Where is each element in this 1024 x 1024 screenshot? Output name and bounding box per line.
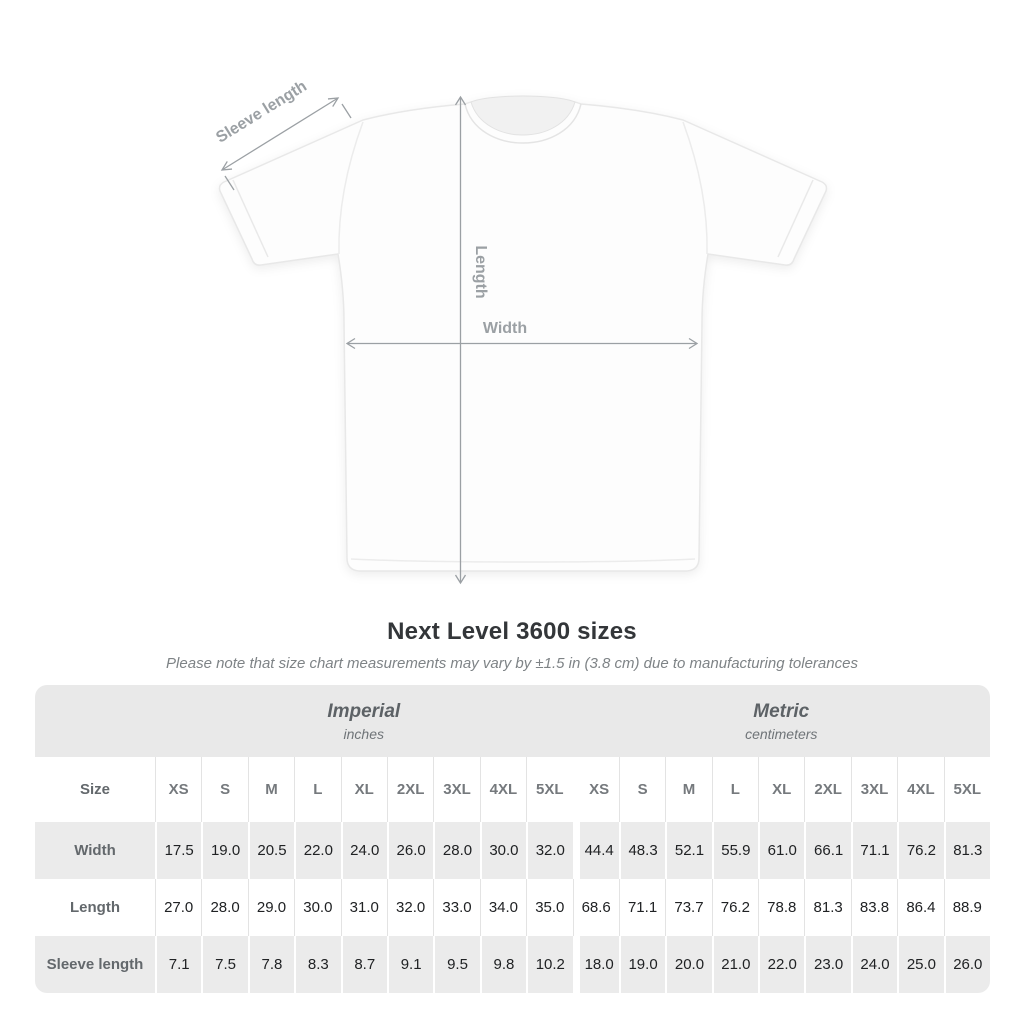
size-header-label: Size <box>79 781 110 798</box>
value-imperial-2xl: 26.0 <box>387 822 433 879</box>
imperial-unit-label: inches <box>343 725 384 742</box>
value-metric-4xl: 86.4 <box>897 879 943 936</box>
value-imperial-m: 7.8 <box>248 936 294 993</box>
value-imperial-3xl: 9.5 <box>433 936 479 993</box>
value-imperial-xs: 7.1 <box>155 936 201 993</box>
table-row-length <box>35 879 990 936</box>
size-col-metric-2xl: 2XL <box>804 757 850 822</box>
size-col-metric-xs: XS <box>573 757 619 822</box>
value-metric-s: 48.3 <box>619 822 665 879</box>
value-metric-2xl: 81.3 <box>804 879 850 936</box>
value-imperial-4xl: 9.8 <box>480 936 526 993</box>
value-metric-m: 20.0 <box>665 936 711 993</box>
size-header-row <box>35 757 990 822</box>
value-imperial-xs: 27.0 <box>155 879 201 936</box>
size-col-imperial-4xl: 4XL <box>480 757 526 822</box>
value-metric-3xl: 83.8 <box>851 879 897 936</box>
size-col-metric-3xl: 3XL <box>851 757 897 822</box>
band-spacer <box>35 685 155 757</box>
size-col-imperial-3xl: 3XL <box>433 757 479 822</box>
table-body <box>35 822 990 993</box>
length-label: Length <box>472 245 489 299</box>
value-metric-l: 76.2 <box>712 879 758 936</box>
value-imperial-3xl: 33.0 <box>433 879 479 936</box>
size-col-imperial-m: M <box>248 757 294 822</box>
value-imperial-5xl: 32.0 <box>526 822 572 879</box>
value-imperial-5xl: 10.2 <box>526 936 572 993</box>
unit-header-band <box>35 685 990 757</box>
value-imperial-4xl: 30.0 <box>480 822 526 879</box>
value-metric-m: 52.1 <box>665 822 711 879</box>
value-imperial-xl: 24.0 <box>341 822 387 879</box>
size-col-metric-5xl: 5XL <box>944 757 990 822</box>
value-imperial-m: 20.5 <box>248 822 294 879</box>
size-col-metric-s: S <box>619 757 665 822</box>
tolerance-note: Please note that size chart measurements may vary by ±1.5 in (3.8 cm) due to manufacturing tolerances <box>166 655 858 672</box>
size-col-metric-4xl: 4XL <box>897 757 943 822</box>
page-title: Next Level 3600 sizes <box>387 618 637 645</box>
row-label: Length <box>70 899 120 916</box>
value-imperial-s: 7.5 <box>201 936 247 993</box>
row-label: Sleeve length <box>46 956 144 973</box>
value-imperial-s: 28.0 <box>201 879 247 936</box>
table-row-sleeve-length <box>35 936 990 993</box>
size-col-imperial-5xl: 5XL <box>526 757 572 822</box>
value-metric-xl: 78.8 <box>758 879 804 936</box>
value-imperial-l: 22.0 <box>294 822 340 879</box>
value-imperial-s: 19.0 <box>201 822 247 879</box>
value-imperial-4xl: 34.0 <box>480 879 526 936</box>
value-metric-m: 73.7 <box>665 879 711 936</box>
size-col-imperial-l: L <box>294 757 340 822</box>
value-metric-4xl: 25.0 <box>897 936 943 993</box>
value-metric-s: 19.0 <box>619 936 665 993</box>
imperial-section-header <box>155 685 573 757</box>
size-col-imperial-2xl: 2XL <box>387 757 433 822</box>
value-metric-l: 55.9 <box>712 822 758 879</box>
metric-label: Metric <box>753 700 810 722</box>
row-label: Width <box>74 842 116 859</box>
value-metric-2xl: 23.0 <box>804 936 850 993</box>
size-col-metric-m: M <box>665 757 711 822</box>
value-metric-4xl: 76.2 <box>897 822 943 879</box>
value-metric-xs: 18.0 <box>573 936 619 993</box>
size-table <box>35 685 990 993</box>
size-col-imperial-s: S <box>201 757 247 822</box>
value-imperial-xs: 17.5 <box>155 822 201 879</box>
value-imperial-2xl: 9.1 <box>387 936 433 993</box>
table-row-width <box>35 822 990 879</box>
value-imperial-m: 29.0 <box>248 879 294 936</box>
value-metric-xs: 68.6 <box>573 879 619 936</box>
value-metric-xl: 22.0 <box>758 936 804 993</box>
value-imperial-l: 8.3 <box>294 936 340 993</box>
value-metric-5xl: 81.3 <box>944 822 990 879</box>
value-metric-xs: 44.4 <box>573 822 619 879</box>
value-metric-s: 71.1 <box>619 879 665 936</box>
metric-section-header <box>573 685 991 757</box>
value-metric-5xl: 88.9 <box>944 879 990 936</box>
sleeve-length-label: Sleeve length <box>213 77 310 147</box>
metric-unit-label: centimeters <box>745 725 818 742</box>
size-col-metric-l: L <box>712 757 758 822</box>
value-metric-2xl: 66.1 <box>804 822 850 879</box>
title-block <box>0 618 1024 672</box>
value-imperial-3xl: 28.0 <box>433 822 479 879</box>
size-col-metric-xl: XL <box>758 757 804 822</box>
width-label: Width <box>482 320 528 337</box>
value-imperial-l: 30.0 <box>294 879 340 936</box>
value-imperial-2xl: 32.0 <box>387 879 433 936</box>
value-metric-5xl: 26.0 <box>944 936 990 993</box>
value-metric-xl: 61.0 <box>758 822 804 879</box>
value-imperial-5xl: 35.0 <box>526 879 572 936</box>
value-imperial-xl: 8.7 <box>341 936 387 993</box>
size-col-imperial-xs: XS <box>155 757 201 822</box>
value-metric-l: 21.0 <box>712 936 758 993</box>
value-imperial-xl: 31.0 <box>341 879 387 936</box>
value-metric-3xl: 71.1 <box>851 822 897 879</box>
value-metric-3xl: 24.0 <box>851 936 897 993</box>
imperial-label: Imperial <box>327 700 401 722</box>
size-col-imperial-xl: XL <box>341 757 387 822</box>
